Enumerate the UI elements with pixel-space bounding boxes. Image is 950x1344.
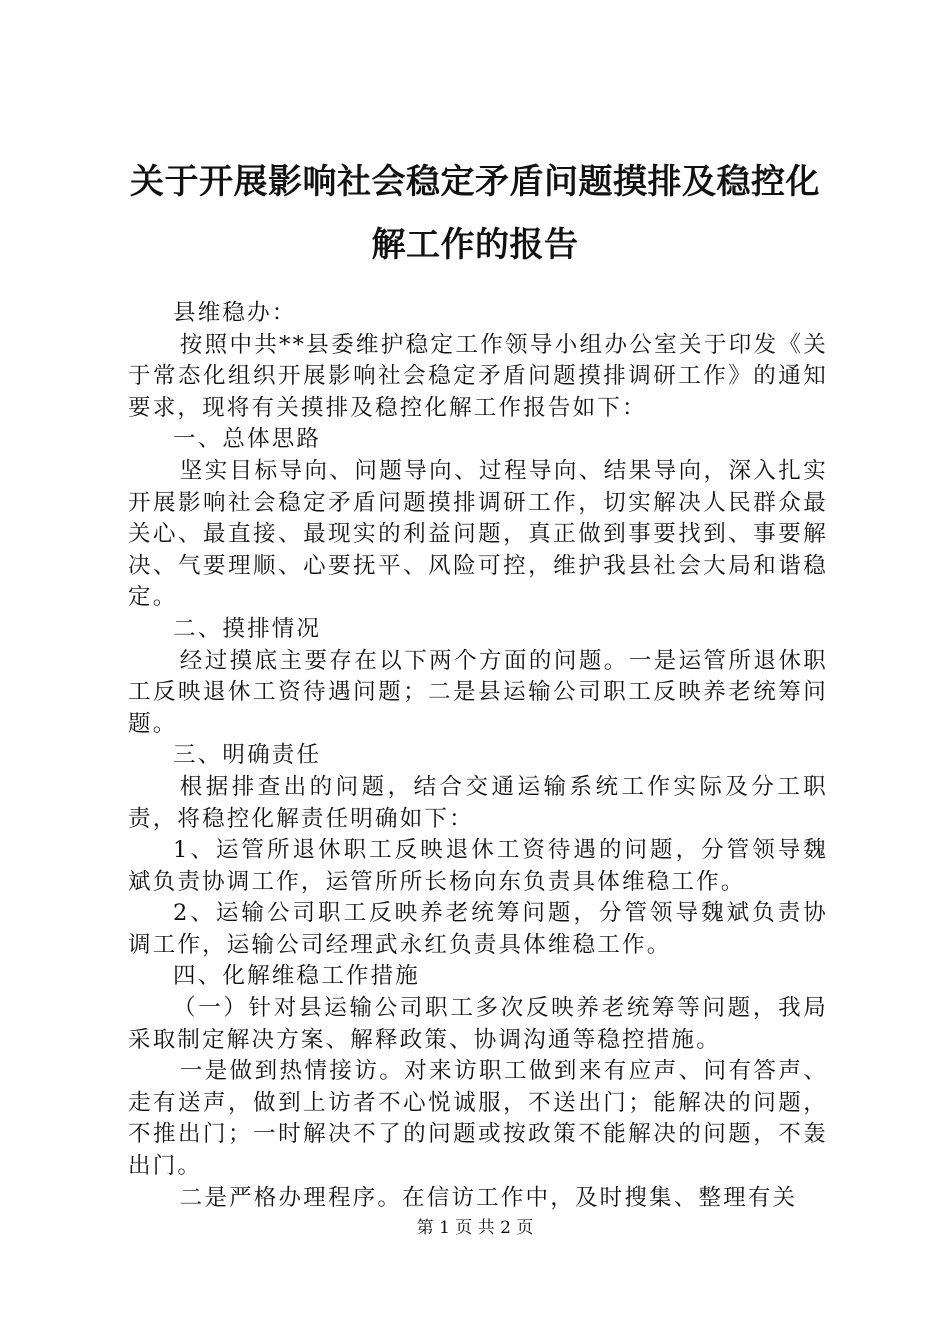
paragraph: 二是严格办理程序。在信访工作中，及时搜集、整理有关	[179, 1184, 798, 1211]
paragraph: 坚实目标导向、问题导向、过程导向、结果导向，深入扎实开展影响社会稳定矛盾问题摸排调研工作，切实解决人民群众最关心、最直接、最现实的利益问题，真正做到事要找到、事要解决、气要理顺、心要抚平、风险可控，维护我县社会大局和谐稳定。	[128, 457, 828, 611]
paragraph: 二、摸排情况	[173, 615, 322, 642]
page-footer: 第 1 页 共 2 页	[416, 1218, 534, 1238]
paragraph: 根据排查出的问题，结合交通运输系统工作实际及分工职责，将稳控化解责任明确如下：	[128, 773, 828, 832]
paragraph: 县维稳办：	[173, 300, 297, 326]
paragraph: 一是做到热情接访。对来访职工做到来有应声、问有答声、走有送声，做到上访者不心悦诚服，不送出门；能解决的问题，不推出门；一时解决不了的问题或按政策不能解决的问题，不轰出门。	[128, 1058, 828, 1180]
document-body	[128, 298, 828, 1214]
paragraph: 经过摸底主要存在以下两个方面的问题。一是运管所退休职工反映退休工资待遇问题；二是县运输公司职工反映养老统筹问题。	[128, 647, 828, 737]
document-title-line-1: 关于开展影响社会稳定矛盾问题摸排及稳控化	[130, 162, 820, 202]
paragraph: 2、运输公司职工反映养老统筹问题，分管领导魏斌负责协调工作，运输公司经理武永红负责具体维稳工作。	[128, 900, 828, 958]
paragraph: 按照中共**县委维护稳定工作领导小组办公室关于印发《关于常态化组织开展影响社会稳定矛盾问题摸排调研工作》的通知要求，现将有关摸排及稳控化解工作报告如下：	[128, 331, 828, 421]
document-title-line-2: 解工作的报告	[371, 225, 579, 265]
paragraph: （一）针对县运输公司职工多次反映养老统筹等问题，我局采取制定解决方案、解释政策、协调沟通等稳控措施。	[128, 995, 828, 1053]
paragraph: 四、化解维稳工作措施	[173, 963, 421, 990]
paragraph: 一、总体思路	[173, 426, 322, 453]
paragraph: 1、运管所退休职工反映退休工资待遇的问题，分管领导魏斌负责协调工作，运管所所长杨向东负责具体维稳工作。	[128, 837, 828, 895]
paragraph: 三、明确责任	[173, 742, 322, 769]
